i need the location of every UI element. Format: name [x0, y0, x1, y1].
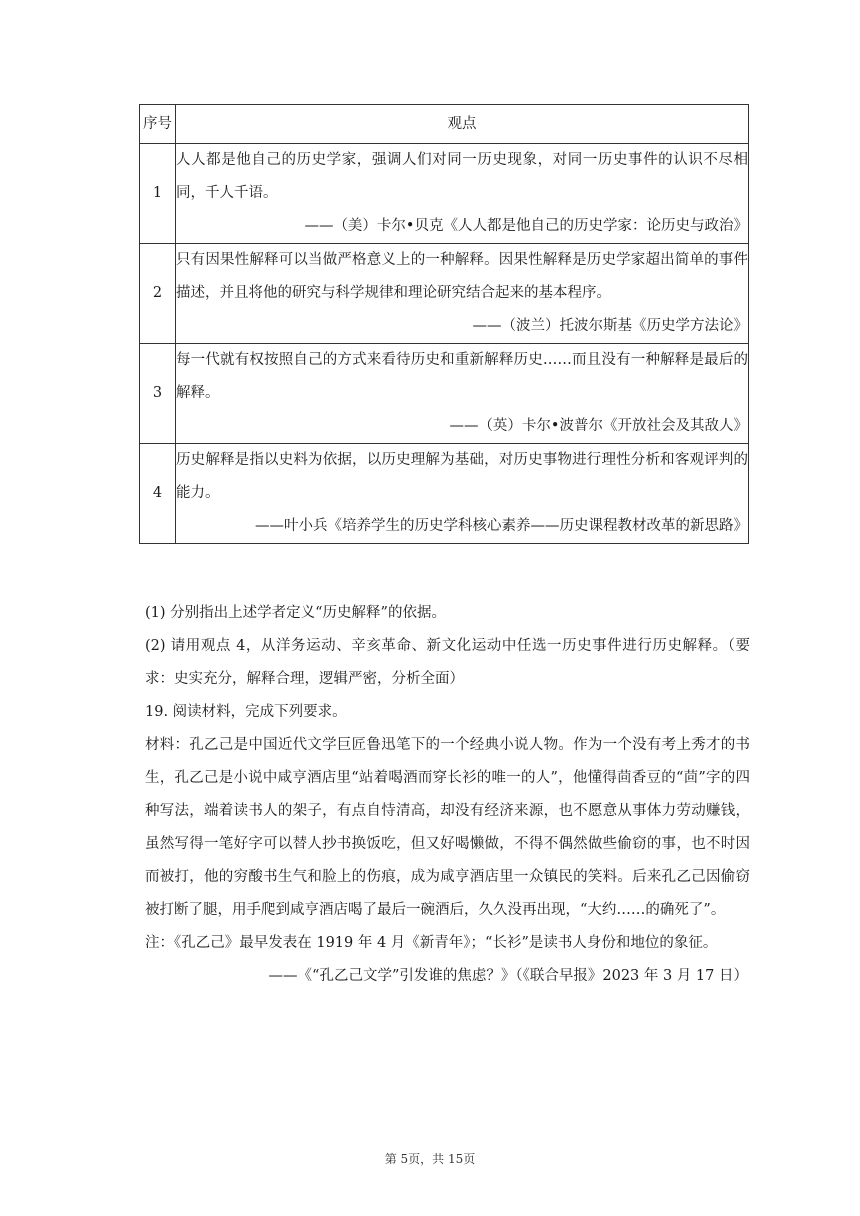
question-19-heading: 19. 阅读材料，完成下列要求。	[145, 704, 347, 720]
viewpoint-source: ——（英）卡尔•波普尔《开放社会及其敌人》	[449, 418, 748, 434]
material-note: 注：《孔乙己》最早发表在 1919 年 4 月《新青年》；“长衫”是读书人身份和地位的象征。	[145, 935, 718, 951]
viewpoint-text: 人人都是他自己的历史学家，强调人们对同一历史现象，对同一历史事件的认识不尽相同，千人千语。	[176, 152, 748, 201]
page-footer: 第 5页，共 15页	[384, 1152, 476, 1166]
table-row	[140, 244, 749, 344]
row-viewpoint	[176, 144, 749, 244]
viewpoint-source: ——叶小兵《培养学生的历史学科核心素养——历史课程教材改革的新思路》	[255, 518, 748, 534]
material-text: 材料：孔乙己是中国近代文学巨匠鲁迅笔下的一个经典小说人物。作为一个没有考上秀才的书生，孔乙己是小说中咸亨酒店里“站着喝酒而穿长衫的唯一的人”，他懂得茴香豆的“茴”字的四种写法，端着读书人的架子，有点自恃清高，却没有经济来源，也不愿意从事体力劳动赚钱，虽然写得一笔好字可以替人抄书换饭吃，但又好喝懒做，不得不偶然做些偷窃的事，也不时因而被打，他的穷酸书生气和脸上的伤痕，成为咸亨酒店里一众镇民的笑料。后来孔乙己因偷窃被打断了腿，用手爬到咸亨酒店喝了最后一碗酒后，久久没再出现，“大约……的确死了”。	[145, 737, 750, 918]
viewpoint-text: 只有因果性解释可以当做严格意义上的一种解释。因果性解释是历史学家超出简单的事件描述，并且将他的研究与科学规律和理论研究结合起来的基本程序。	[176, 252, 748, 301]
table-row	[140, 444, 749, 544]
header-viewpoint: 观点	[176, 105, 749, 144]
viewpoint-source: ——（美）卡尔•贝克《人人都是他自己的历史学家：论历史与政治》	[304, 218, 748, 234]
row-viewpoint	[176, 344, 749, 444]
row-viewpoint	[176, 444, 749, 544]
viewpoint-text: 每一代就有权按照自己的方式来看待历史和重新解释历史……而且没有一种解释是最后的解释。	[176, 352, 748, 401]
viewpoint-text: 历史解释是指以史料为依据，以历史理解为基础，对历史事物进行理性分析和客观评判的能力。	[176, 452, 748, 501]
material-source: ——《“孔乙己文学”引发谁的焦虑？》（《联合早报》2023 年 3 月 17 日）	[268, 968, 748, 984]
table-header-row	[140, 105, 749, 144]
question-section	[145, 597, 750, 993]
row-viewpoint	[176, 244, 749, 344]
table-row	[140, 344, 749, 444]
header-number: 序号	[140, 105, 176, 144]
viewpoints-table	[139, 104, 749, 544]
row-number: 3	[140, 344, 176, 444]
question-1: (1) 分别指出上述学者定义“历史解释”的依据。	[145, 605, 446, 621]
question-2: (2) 请用观点 4，从洋务运动、辛亥革命、新文化运动中任选一历史事件进行历史解释。（要求：史实充分，解释合理，逻辑严密，分析全面）	[145, 638, 750, 687]
row-number: 4	[140, 444, 176, 544]
row-number: 2	[140, 244, 176, 344]
table-row	[140, 144, 749, 244]
row-number: 1	[140, 144, 176, 244]
viewpoint-source: ——（波兰）托波尔斯基《历史学方法论》	[472, 318, 748, 334]
